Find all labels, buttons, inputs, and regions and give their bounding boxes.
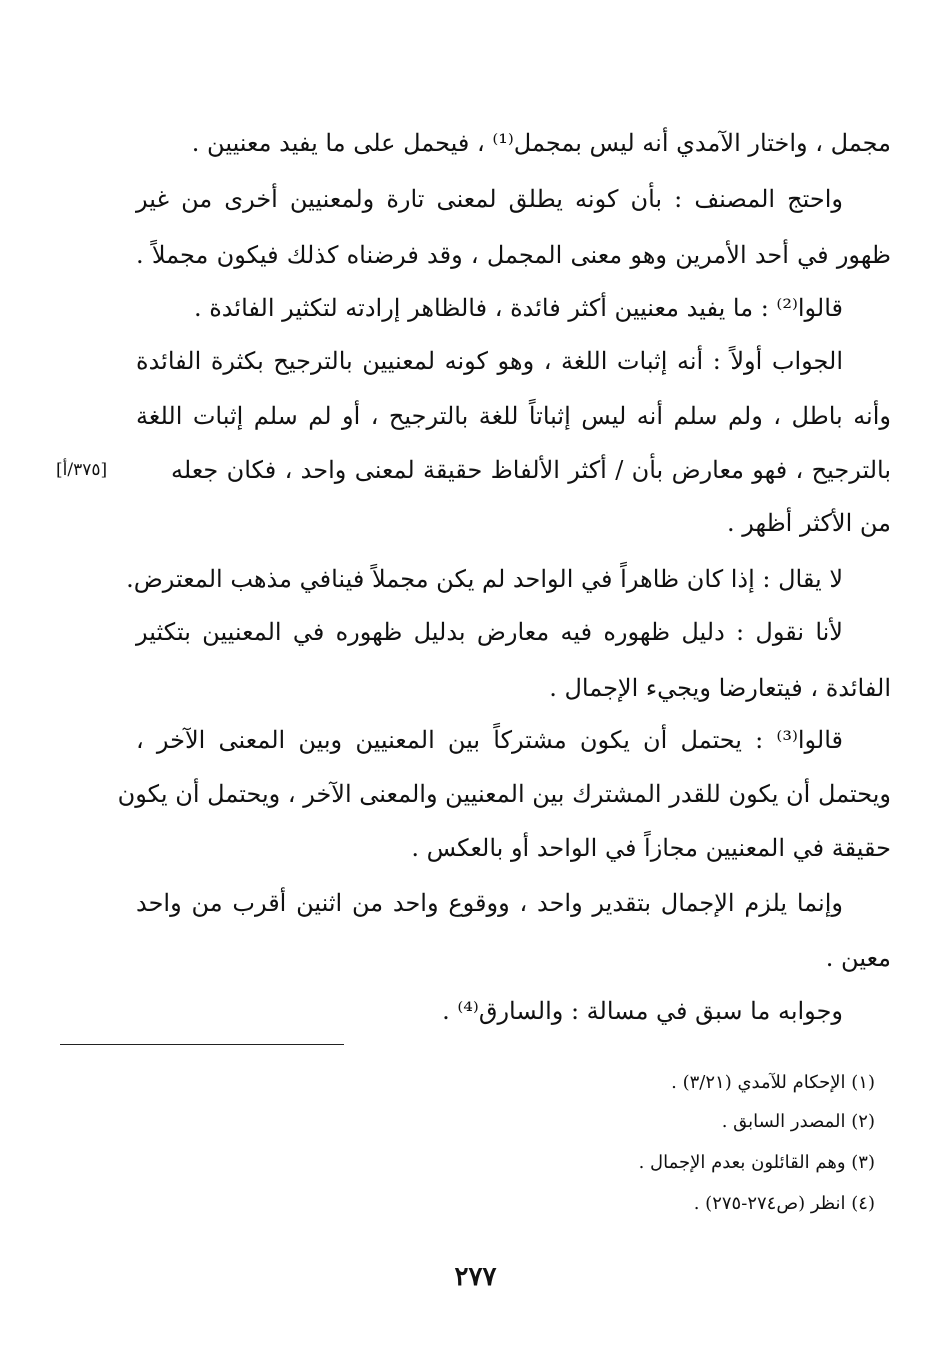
body-line-8: من الأكثر أظهر . bbox=[727, 509, 891, 537]
footnote-separator bbox=[60, 1044, 344, 1045]
body-line-10: لأنا نقول : دليل ظهوره فيه معارض بدليل ظهوره في المعنيين بتكثير bbox=[136, 618, 843, 646]
body-line-3: ظهور في أحد الأمرين وهو معنى المجمل ، وقد فرضناه كذلك فيكون مجملاً . bbox=[136, 241, 891, 269]
body-line-11: الفائدة ، فيتعارضا ويجيء الإجمال . bbox=[549, 674, 891, 702]
body-line-16: معين . bbox=[825, 944, 891, 972]
footnote-3: (٣) وهم القائلون بعدم الإجمال . bbox=[638, 1152, 875, 1173]
body-line-13: ويحتمل أن يكون للقدر المشترك بين المعنيين والمعنى الآخر ، ويحتمل أن يكون bbox=[117, 780, 891, 808]
footnote-4: (٤) انظر (ص٢٧٤-٢٧٥) . bbox=[693, 1193, 875, 1214]
footnote-2: (٢) المصدر السابق . bbox=[721, 1111, 875, 1132]
body-line-15: وإنما يلزم الإجمال بتقدير واحد ، ووقوع واحد من اثنين أقرب من واحد bbox=[136, 889, 843, 917]
body-line-2: واحتج المصنف : بأن كونه يطلق لمعنى تارة ولمعنيين أخرى من غير bbox=[136, 185, 843, 213]
body-line-4: قالوا⁽²⁾ : ما يفيد معنيين أكثر فائدة ، فالظاهر إرادته لتكثير الفائدة . bbox=[193, 294, 843, 322]
body-line-12: قالوا⁽³⁾ : يحتمل أن يكون مشتركاً بين المعنيين وبين المعنى الآخر ، bbox=[136, 726, 843, 754]
body-line-5: الجواب أولاً : أنه إثبات اللغة ، وهو كونه لمعنيين بالترجيح بكثرة الفائدة bbox=[136, 347, 843, 375]
page-number: ٢٧٧ bbox=[454, 1262, 497, 1292]
body-line-14: حقيقة في المعنيين مجازاً في الواحد أو بالعكس . bbox=[411, 834, 891, 862]
footnote-1: (١) الإحكام للآمدي (٣/٢١) . bbox=[671, 1072, 875, 1093]
body-line-17: وجوابه ما سبق في مسالة : والسارق⁽⁴⁾ . bbox=[442, 997, 843, 1025]
body-line-1: مجمل ، واختار الآمدي أنه ليس بمجمل⁽¹⁾ ، فيحمل على ما يفيد معنيين . bbox=[191, 129, 891, 157]
body-line-9: لا يقال : إذا كان ظاهراً في الواحد لم يكن مجملاً فينافي مذهب المعترض. bbox=[126, 565, 843, 593]
body-line-6: وأنه باطل ، ولم سلم أنه ليس إثباتاً للغة بالترجيح ، أو لم سلم إثبات اللغة bbox=[136, 402, 891, 430]
body-line-7: بالترجيح ، فهو معارض بأن / أكثر الألفاظ حقيقة لمعنى واحد ، فكان جعله bbox=[171, 456, 891, 484]
margin-folio-note: [٣٧٥/أ] bbox=[56, 460, 108, 480]
